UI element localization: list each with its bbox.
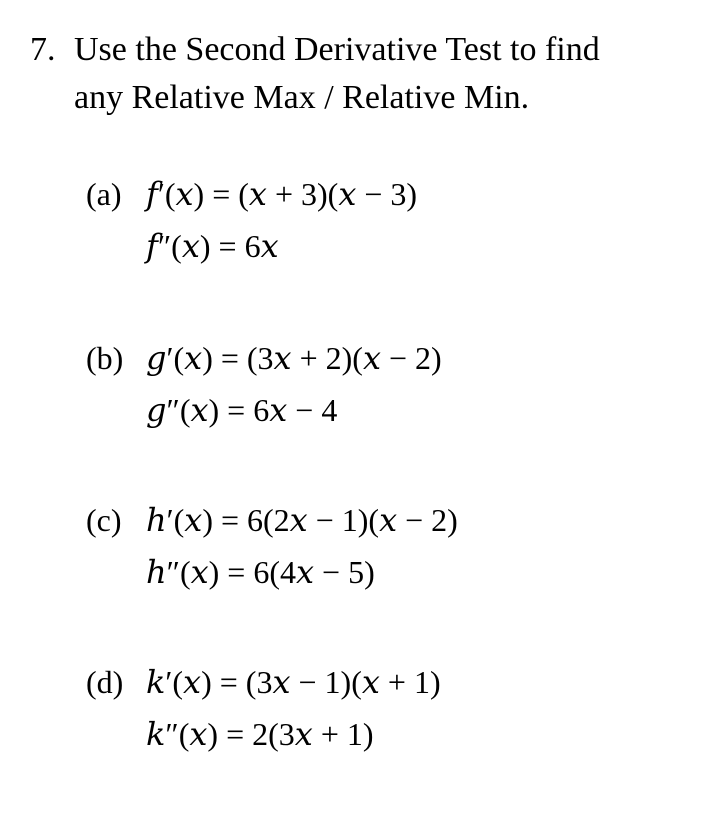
- part-d: [86, 656, 686, 760]
- second-derivative-equation: 𝑓″(𝑥) = 6𝑥: [146, 228, 279, 264]
- problem-title-line2: any Relative Max / Relative Min.: [74, 79, 530, 116]
- problem-number: 7.: [30, 31, 56, 68]
- first-derivative-equation: ℎ′(𝑥) = 6(2𝑥 − 1)(𝑥 − 2): [146, 502, 458, 538]
- second-derivative-equation: 𝑔″(𝑥) = 6𝑥 − 4: [146, 392, 338, 428]
- part-b: [86, 332, 686, 436]
- problem-title-line1: Use the Second Derivative Test to find: [74, 31, 600, 68]
- first-derivative-equation: 𝑔′(𝑥) = (3𝑥 + 2)(𝑥 − 2): [146, 340, 442, 376]
- part-label: (d): [86, 664, 124, 700]
- problem-heading: [30, 26, 690, 122]
- part-label: (a): [86, 176, 122, 212]
- first-derivative-equation: 𝑘′(𝑥) = (3𝑥 − 1)(𝑥 + 1): [146, 664, 441, 700]
- part-a: [86, 168, 686, 272]
- part-label: (c): [86, 502, 122, 538]
- part-c: [86, 494, 686, 598]
- first-derivative-equation: 𝑓′(𝑥) = (𝑥 + 3)(𝑥 − 3): [146, 176, 418, 212]
- second-derivative-equation: 𝑘″(𝑥) = 2(3𝑥 + 1): [146, 716, 374, 752]
- part-label: (b): [86, 340, 124, 376]
- second-derivative-equation: ℎ″(𝑥) = 6(4𝑥 − 5): [146, 554, 375, 590]
